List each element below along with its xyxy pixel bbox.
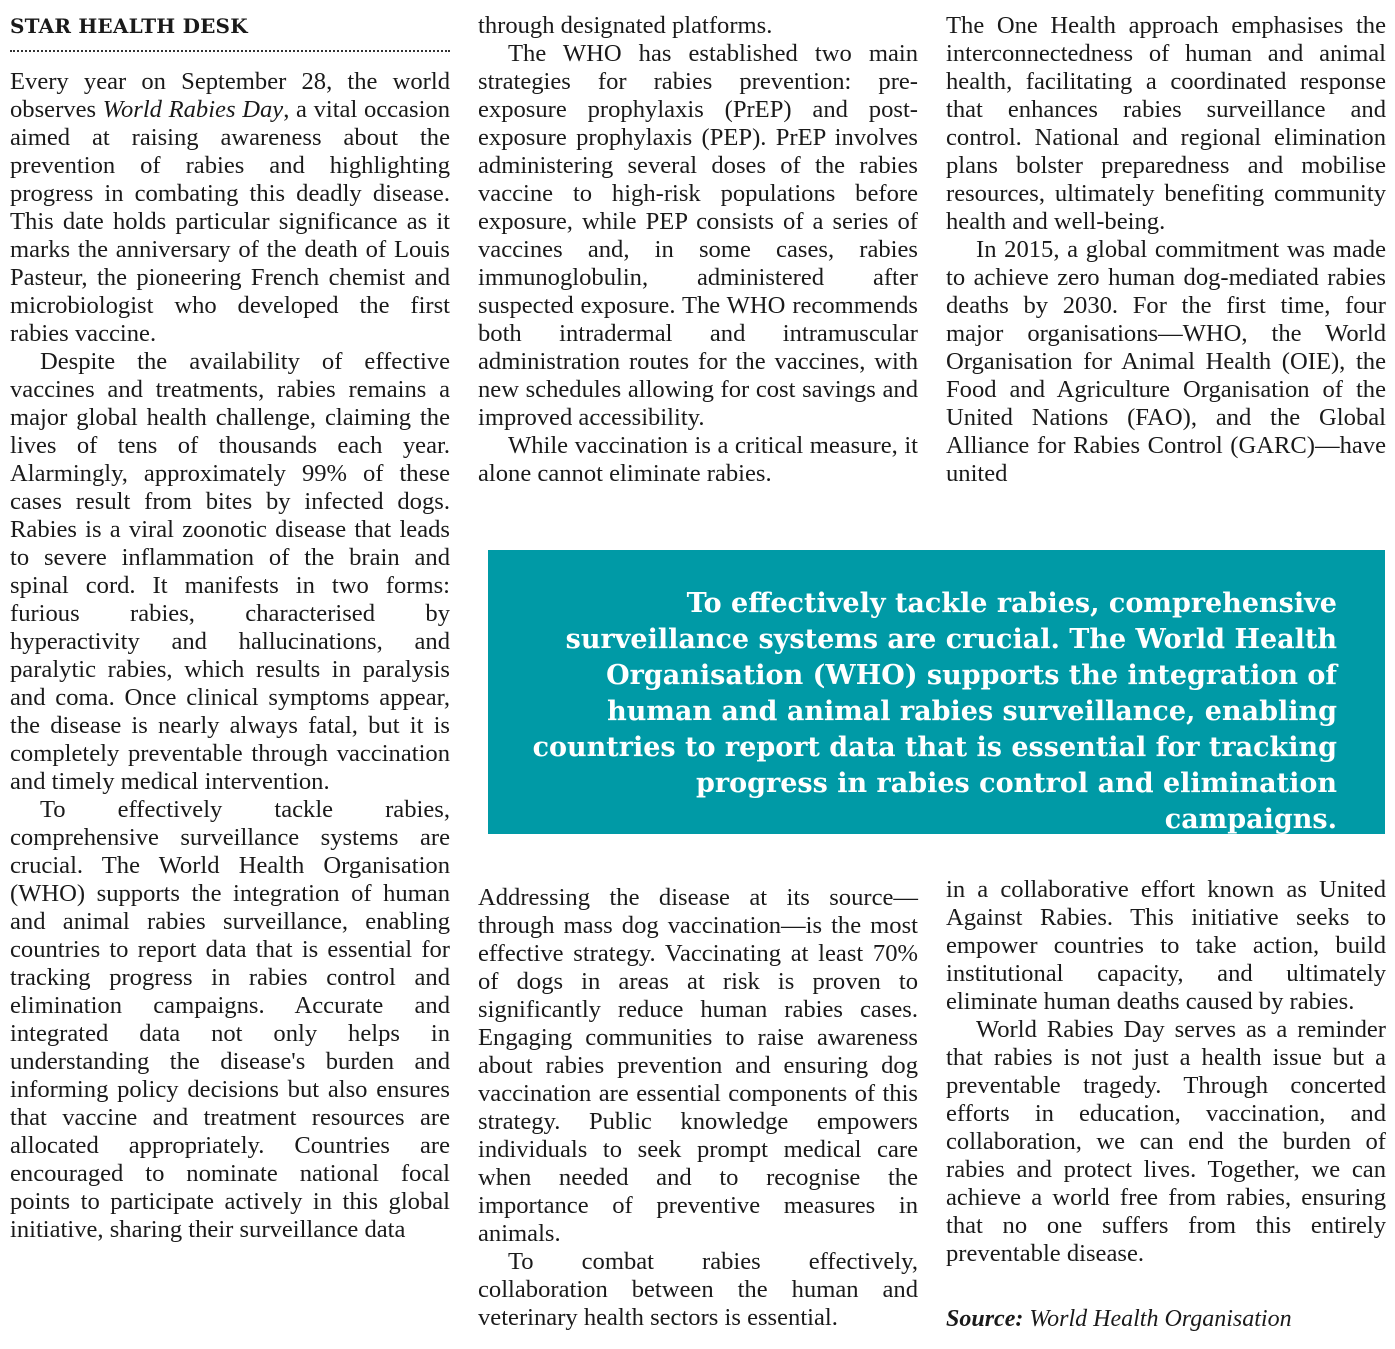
column-2-bottom — [478, 884, 918, 1332]
paragraph-intro — [10, 68, 450, 348]
paragraph-collaboration: To combat rabies effectively, collaboration between the human and veterinary health sectors is essential. — [478, 1248, 918, 1331]
section-label: STAR HEALTH DESK — [10, 14, 248, 38]
column-1 — [10, 68, 450, 1244]
paragraph-one-health: The One Health approach emphasises the interconnectedness of human and animal health, facilitating a coordinated response that enhances rabies surveillance and control. National and regional elimination plans bolster preparedness and mobilise resources, ultimately benefiting community health and well-being. — [946, 12, 1386, 235]
paragraph-source-strategy: Addressing the disease at its source—through mass dog vaccination—is the most effective strategy. Vaccinating at least 70% of dogs in areas at risk is proven to significantly reduce human rabies cases. Engaging communities to raise awareness about rabies prevention and ensuring dog vaccination are essential components of this strategy. Public knowledge empowers individuals to seek prompt medical care when needed and to recognise the importance of preventive measures in animals. — [478, 884, 918, 1247]
pull-quote-box — [488, 550, 1385, 834]
column-3-bottom — [946, 876, 1386, 1268]
event-name: World Rabies Day — [102, 96, 284, 123]
intro-text-a: Every year on September 28, the world observes — [10, 68, 450, 123]
pull-quote: To effectively tackle rabies, comprehensive surveillance systems are crucial. The World Health Organisation (WHO) supports the integration of human and animal rabies surveillance, enabling countries to report data that is essential for tracking progress in rabies control and elimination campaigns. — [532, 588, 1337, 835]
source-credit — [946, 1306, 1292, 1333]
paragraph-continued: through designated platforms. — [478, 12, 773, 39]
intro-text-b: , a vital occasion aimed at raising awareness about the prevention of rabies and highlighting progress in combating this deadly disease. This date holds particular significance as it marks the anniversary of the death of Louis Pasteur, the pioneering French chemist and microbiologist who developed the first rabies vaccine. — [10, 96, 450, 347]
source-label: Source: — [946, 1306, 1024, 1332]
source-value: World Health Organisation — [1029, 1306, 1292, 1332]
paragraph-strategies: The WHO has established two main strategies for rabies prevention: pre-exposure prophylaxis (PrEP) and post-exposure prophylaxis (PEP). PrEP involves administering several doses of the rabies vaccine to high-risk populations before exposure, while PEP consists of a series of vaccines and, in some cases, rabies immunoglobulin, administered after suspected exposure. The WHO recommends both intradermal and intramuscular administration routes for the vaccines, with new schedules allowing for cost savings and improved accessibility. — [478, 40, 918, 431]
paragraph-vaccination: While vaccination is a critical measure, it alone cannot eliminate rabies. — [478, 432, 918, 487]
paragraph-united: in a collaborative effort known as United Against Rabies. This initiative seeks to empower countries to take action, build institutional capacity, and ultimately eliminate human deaths caused by rabies. — [946, 876, 1386, 1015]
column-3-top — [946, 12, 1386, 488]
paragraph-surveillance: To effectively tackle rabies, comprehensive surveillance systems are crucial. The World Health Organisation (WHO) supports the integration of human and animal rabies surveillance, enabling countries to report data that is essential for tracking progress in rabies control and elimination campaigns. Accurate and integrated data not only helps in understanding the disease's burden and informing policy decisions but also ensures that vaccine and treatment resources are allocated appropriately. Countries are encouraged to nominate national focal points to participate actively in this global initiative, sharing their surveillance data — [10, 796, 450, 1243]
paragraph-commitment: In 2015, a global commitment was made to achieve zero human dog-mediated rabies deaths by 2030. For the first time, four major organisations—WHO, the World Organisation for Animal Health (OIE), the Food and Agriculture Organisation of the United Nations (FAO), and the Global Alliance for Rabies Control (GARC)—have united — [946, 236, 1386, 487]
paragraph-challenge: Despite the availability of effective vaccines and treatments, rabies remains a major global health challenge, claiming the lives of tens of thousands each year. Alarmingly, approximately 99% of these cases result from bites by infected dogs. Rabies is a viral zoonotic disease that leads to severe inflammation of the brain and spinal cord. It manifests in two forms: furious rabies, characterised by hyperactivity and hallucinations, and paralytic rabies, which results in paralysis and coma. Once clinical symptoms appear, the disease is nearly always fatal, but it is completely preventable through vaccination and timely medical intervention. — [10, 348, 450, 795]
paragraph-conclusion: World Rabies Day serves as a reminder that rabies is not just a health issue but a preventable tragedy. Through concerted efforts in education, vaccination, and collaboration, we can end the burden of rabies and protect lives. Together, we can achieve a world free from rabies, ensuring that no one suffers from this entirely preventable disease. — [946, 1016, 1386, 1267]
section-divider — [10, 50, 450, 52]
column-2-top — [478, 12, 918, 488]
